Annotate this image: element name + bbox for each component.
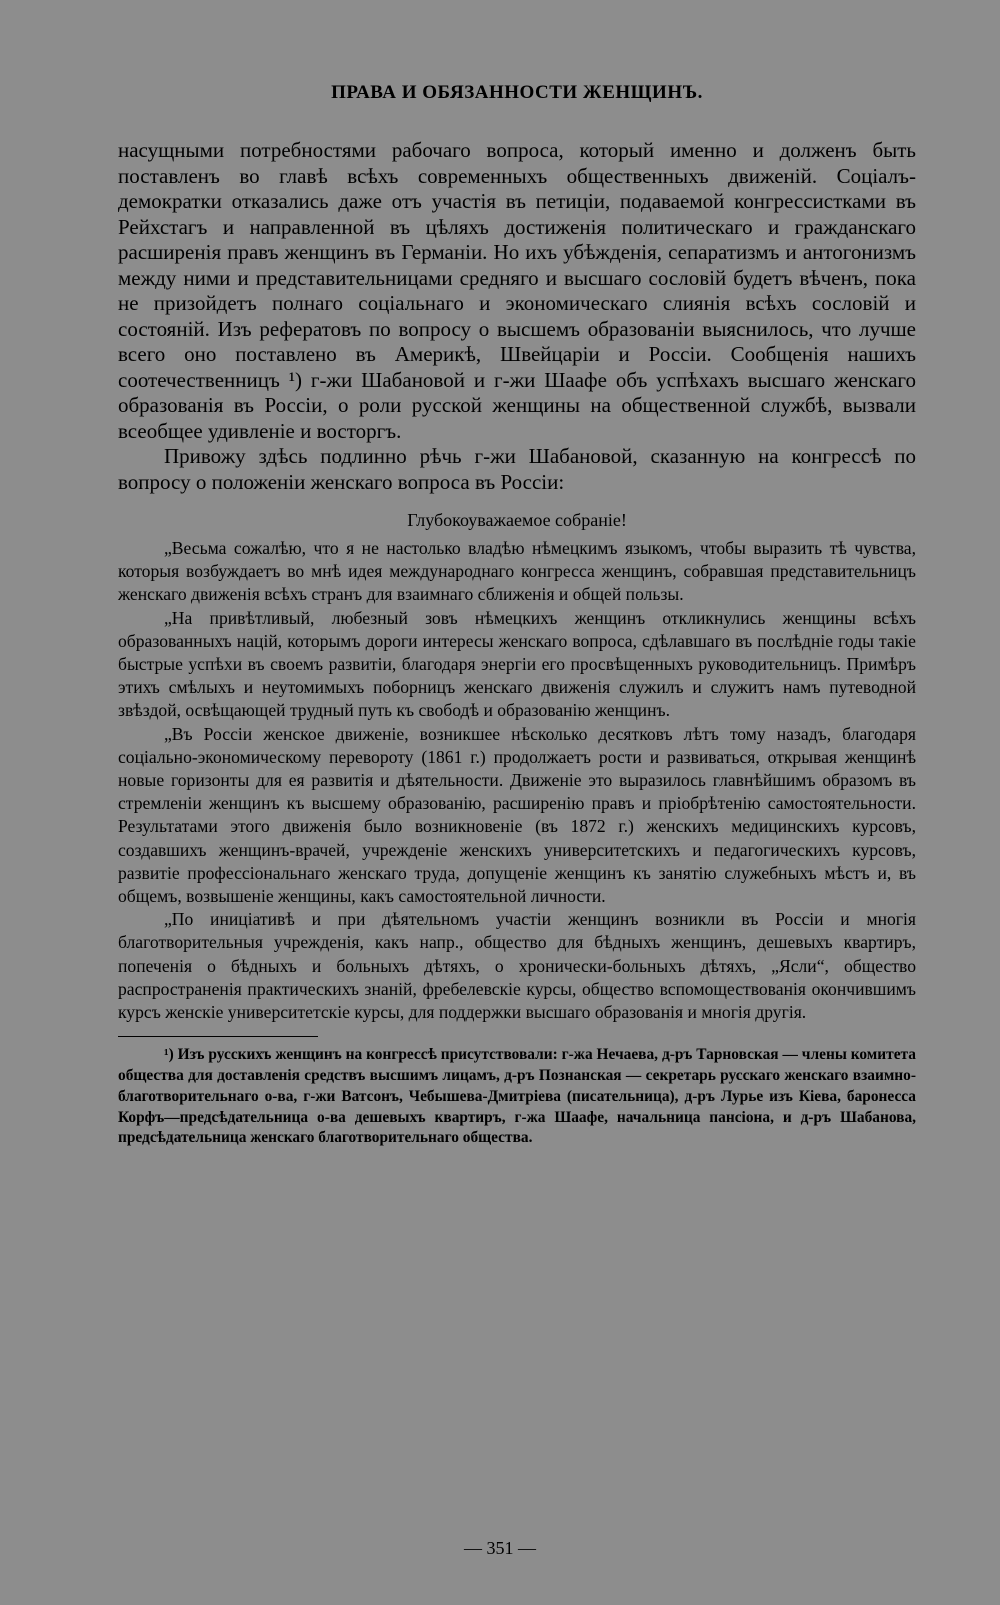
- footnote: [118, 1045, 916, 1149]
- speech-salutation: Глубокоуважаемое собраніе!: [407, 510, 627, 530]
- quoted-speech: [118, 509, 916, 1024]
- footnote-rule: [118, 1036, 318, 1037]
- speech-paragraph: „Весьма сожалѣю, что я не настолько владѣю нѣмецкимъ языкомъ, чтобы выразить тѣ чувства, которыя возбуждаетъ во мнѣ идея международнаго конгресса женщинъ, собравшая представительницъ женскаго движенія всѣхъ странъ для взаимнаго сближенія и общей пользы.: [118, 538, 916, 605]
- speech-paragraph: „По иниціативѣ и при дѣятельномъ участіи женщинъ возникли въ Россіи и многія благотворительныя учрежденія, какъ напр., общество для бѣдныхъ женщинъ, дешевыхъ квартиръ, попеченія о бѣдныхъ и больныхъ дѣтяхъ, о хронически-больныхъ дѣтяхъ, „Ясли“, общество распространенія практическихъ знаній, фребелевскіе курсы, общество вспомоществованія окончившимъ курсъ женскіе университетскіе курсы, для поддержки высшаго образованія и многія другія.: [118, 909, 916, 1023]
- running-head: ПРАВА И ОБЯЗАННОСТИ ЖЕНЩИНЪ.: [331, 82, 703, 103]
- speech-paragraph: „Въ Россіи женское движеніе, возникшее нѣсколько десятковъ лѣтъ тому назадъ, благодаря соціально-экономическому перевороту (1861 г.) продолжаетъ рости и развиваться, открывая женщинѣ новые горизонты для ея развитія и дѣятельности. Движеніе это выразилось главнѣйшимъ образомъ въ стремленіи женщинъ къ высшему образованію, расширенію правъ и пріобрѣтенію самостоятельности. Результатами этого движенія было возникновеніе (въ 1872 г.) женскихъ медицинскихъ курсовъ, создавшихъ женщинъ-врачей, учрежденіе женскихъ университетскихъ и педагогическихъ курсовъ, развитіе профессіональнаго женскаго труда, допущеніе женщинъ къ занятію служебныхъ мѣстъ и, въ общемъ, возвышеніе женщины, какъ самостоятельной личности.: [118, 723, 916, 907]
- speech-paragraph: „На привѣтливый, любезный зовъ нѣмецкихъ женщинъ откликнулись женщины всѣхъ образованныхъ націй, которымъ дороги интересы женскаго вопроса, сдѣлавшаго въ послѣдніе годы такіе быстрые успѣхи въ своемъ развитіи, благодаря энергіи его просвѣщенныхъ руководительницъ. Примѣръ этихъ смѣлыхъ и неутомимыхъ поборницъ женскаго движенія служилъ и служитъ намъ путеводной звѣздой, освѣщающей трудный путь къ свободѣ и образованію женщинъ.: [118, 607, 916, 721]
- main-text: [118, 138, 916, 495]
- paragraph: насущными потребностями рабочаго вопроса, который именно и долженъ быть поставленъ во главѣ всѣхъ современныхъ общественныхъ движеній. Соціалъ-демократки отказались даже отъ участія въ петиціи, подаваемой конгрессистками въ Рейхстагъ и направленной въ цѣляхъ достиженія политическаго и гражданскаго расширенія правъ женщинъ въ Германіи. Но ихъ убѣжденія, сепаратизмъ и антогонизмъ между ними и представительницами средняго и высшаго сословій будетъ вѣченъ, пока не призойдетъ полнаго соціальнаго и экономическаго слиянія всѣхъ сословій и состояній. Изъ рефератовъ по вопросу о высшемъ образованіи выяснилось, что лучше всего оно поставлено въ Америкѣ, Швейцаріи и Россіи. Сообщенія нашихъ соотечественницъ ¹) г-жи Шабановой и г-жи Шаафе объ успѣхахъ высшаго женскаго образованія въ Россіи, о роли русской женщины на общественной службѣ, вызвали всеобщее удивленіе и восторгъ.: [118, 138, 916, 443]
- paragraph: Привожу здѣсь подлинно рѣчь г-жи Шабановой, сказанную на конгрессѣ по вопросу о положеніи женскаго вопроса въ Россіи:: [118, 444, 916, 494]
- footnote-text: ¹) Изъ русскихъ женщинъ на конгрессѣ присутствовали: г-жа Нечаева, д-ръ Тарновская — члены комитета общества для доставленія средствъ высшимъ лицамъ, д-ръ Познанская — секретарь русскаго женскаго взаимно-благотворительнаго о-ва, г-жи Ватсонъ, Чебышева-Дмитріева (писательница), д-ръ Лурье изъ Кіева, баронесса Корфъ—предсѣдательница о-ва дешевыхъ квартиръ, г-жа Шаафе, начальница пансіона, и д-ръ Шабанова, предсѣдательница женскаго благотворительнаго общества.: [118, 1046, 916, 1147]
- page-number: — 351 —: [464, 1538, 536, 1558]
